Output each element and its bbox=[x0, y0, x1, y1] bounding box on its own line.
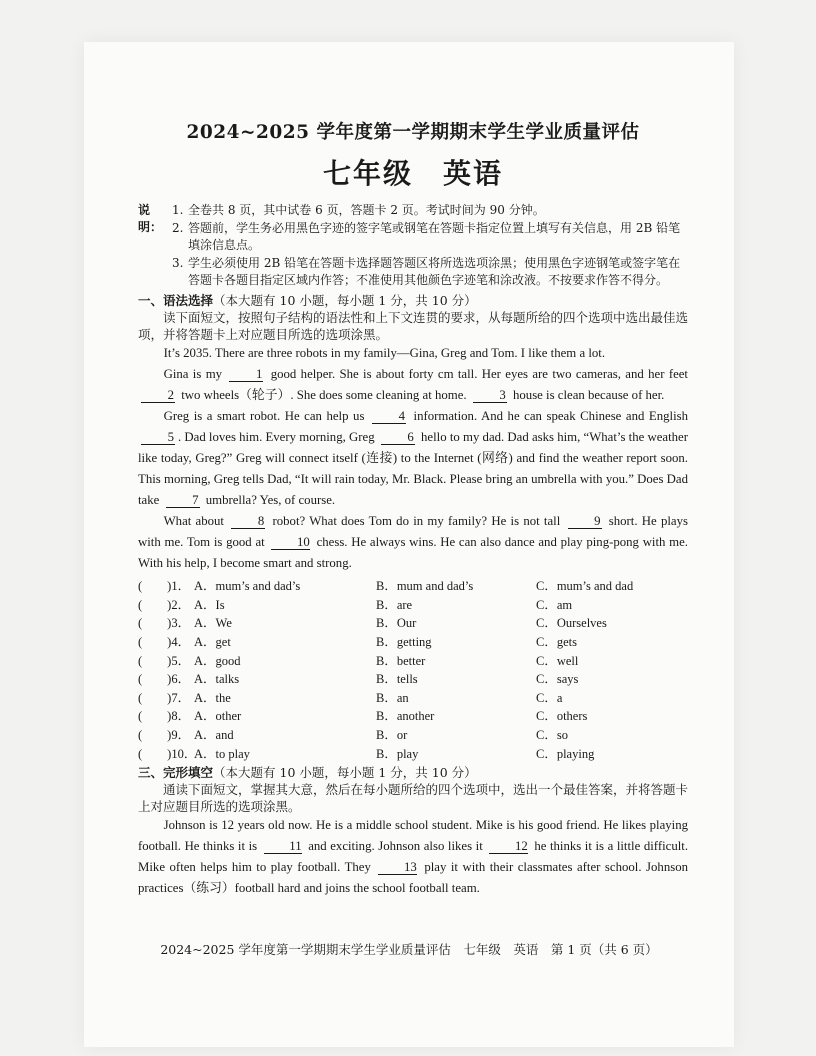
question-row bbox=[138, 595, 688, 614]
option-a: A．and bbox=[194, 728, 234, 743]
question-row bbox=[138, 725, 688, 744]
option-c: C．others bbox=[536, 709, 588, 724]
exam-title: 2024~2025 学年度第一学期期末学生学业质量评估 bbox=[186, 122, 640, 143]
option-c: C．a bbox=[536, 690, 563, 705]
answer-parenthesis: ( ) bbox=[138, 616, 172, 631]
question-number bbox=[138, 651, 194, 669]
answer-blank: 1 bbox=[229, 368, 263, 382]
section-instruction: 读下面短文，按照句子结构的语法性和上下文连贯的要求，从每题所给的四个选项中选出最佳选项，并将答题卡上对应题目所选的选项涂黑。 bbox=[138, 310, 689, 342]
answer-blank: 12 bbox=[489, 840, 527, 854]
question-row bbox=[138, 576, 688, 595]
answer-blank: 7 bbox=[166, 494, 200, 508]
option-c: C．so bbox=[536, 728, 568, 743]
option-a: A．good bbox=[194, 653, 241, 668]
option-a: A．Is bbox=[194, 597, 225, 612]
question-list bbox=[138, 576, 688, 762]
option-a: A．mum’s and dad’s bbox=[194, 579, 301, 594]
option-c: C．mum’s and dad bbox=[536, 579, 634, 594]
option-a: A．the bbox=[194, 690, 231, 705]
section-heading: 三、完形填空（本大题有 10 小题，每小题 1 分，共 10 分） bbox=[138, 764, 477, 780]
option-b: B．tells bbox=[376, 672, 418, 687]
exam-notes bbox=[138, 202, 688, 290]
option-a: A．get bbox=[194, 635, 231, 650]
answer-blank: 8 bbox=[231, 515, 265, 529]
answer-parenthesis: ( ) bbox=[138, 728, 172, 743]
question-num: 9． bbox=[171, 728, 191, 743]
option-a: A．We bbox=[194, 616, 232, 631]
question-row bbox=[138, 650, 688, 669]
question-number bbox=[138, 669, 194, 687]
question-num: 3． bbox=[171, 616, 191, 631]
exam-content bbox=[138, 112, 688, 899]
answer-blank: 13 bbox=[378, 861, 416, 875]
question-num: 8． bbox=[171, 709, 191, 724]
answer-parenthesis: ( ) bbox=[138, 579, 172, 594]
page-footer: 2024~2025 学年度第一学期期末学生学业质量评估 七年级 英语 第 1 页（共 6 页） bbox=[160, 942, 658, 957]
answer-blank: 2 bbox=[141, 389, 175, 403]
answer-parenthesis: ( ) bbox=[138, 709, 172, 724]
option-c: C．gets bbox=[536, 635, 577, 650]
question-number bbox=[138, 706, 194, 724]
answer-blank: 5 bbox=[141, 431, 175, 445]
question-number bbox=[138, 576, 194, 594]
option-b: B．or bbox=[376, 728, 408, 743]
answer-parenthesis: ( ) bbox=[138, 597, 172, 612]
answer-parenthesis: ( ) bbox=[138, 690, 172, 705]
section-heading: 一、语法选择（本大题有 10 小题，每小题 1 分，共 10 分） bbox=[138, 293, 477, 308]
answer-blank: 6 bbox=[381, 431, 415, 445]
option-a: A．other bbox=[194, 709, 242, 724]
answer-blank: 11 bbox=[264, 840, 302, 854]
answer-parenthesis: ( ) bbox=[138, 653, 172, 668]
question-row bbox=[138, 669, 688, 688]
section-instruction: 通读下面短文，掌握其大意，然后在每小题所给的四个选项中，选出一个最佳答案，并将答题卡上对应题目所选的选项涂黑。 bbox=[138, 781, 689, 814]
question-num: 10． bbox=[171, 746, 197, 761]
answer-blank: 9 bbox=[568, 515, 602, 529]
question-num: 1． bbox=[171, 579, 191, 594]
answer-blank: 4 bbox=[372, 410, 406, 424]
answer-parenthesis: ( ) bbox=[138, 746, 172, 761]
passage-paragraph: Johnson is 12 years old now. He is a middle school student. Mike is his good friend. He likes playing football. He thinks it is 11 and exciting. Johnson also likes it 12 he thinks it is a little difficult. Mike often helps him to play football. They 13 play it with their classmates after school. Johnson practices（练习）football hard and joins the school football team. bbox=[138, 817, 689, 895]
option-b: B．play bbox=[376, 746, 419, 761]
question-num: 4． bbox=[171, 635, 191, 650]
question-row bbox=[138, 706, 688, 725]
option-b: B．are bbox=[376, 597, 413, 612]
answer-blank: 10 bbox=[271, 536, 309, 550]
question-num: 6． bbox=[171, 672, 191, 687]
question-number bbox=[138, 632, 194, 650]
note-item: 3. 学生必须使用 2B 铅笔在答题卡选择题答题区将所选选项涂黑；使用黑色字迹钢笔或签字笔在答题卡各题目指定区域内作答；不准使用其他颜色字迹笔和涂改液。不按要求作答不得分。 bbox=[172, 256, 681, 287]
option-c: C．am bbox=[536, 597, 573, 612]
option-b: B．mum and dad’s bbox=[376, 579, 474, 594]
question-number bbox=[138, 595, 194, 613]
option-b: B．getting bbox=[376, 635, 432, 650]
question-num: 5． bbox=[171, 653, 191, 668]
option-a: A．talks bbox=[194, 672, 240, 687]
option-c: C．well bbox=[536, 653, 579, 668]
option-b: B．Our bbox=[376, 616, 417, 631]
question-row bbox=[138, 688, 688, 707]
option-a: A．to play bbox=[194, 746, 250, 761]
answer-parenthesis: ( ) bbox=[138, 672, 172, 687]
question-number bbox=[138, 744, 197, 762]
question-number bbox=[138, 613, 194, 631]
passage-paragraph: It’s 2035. There are three robots in my family—Gina, Greg and Tom. I like them a lot. bbox=[163, 346, 606, 360]
exam-subtitle: 七年级 英语 bbox=[322, 159, 503, 190]
note-item: 2. 答题前，学生务必用黑色字迹的签字笔或钢笔在答题卡指定位置上填写有关信息，用 2B 铅笔填涂信息点。 bbox=[172, 221, 681, 252]
reading-passage bbox=[138, 343, 688, 574]
question-row bbox=[138, 743, 688, 762]
option-c: C．Ourselves bbox=[536, 616, 607, 631]
question-num: 7． bbox=[171, 690, 191, 705]
question-number bbox=[138, 688, 194, 706]
passage-paragraph: Gina is my 1 good helper. She is about forty cm tall. Her eyes are two cameras, and her feet 2 two wheels（轮子）. She does some cleaning at home. 3 house is clean because of her. bbox=[138, 364, 688, 406]
option-b: B．an bbox=[376, 690, 409, 705]
question-row bbox=[138, 632, 688, 651]
note-item: 1. 全卷共 8 页，其中试卷 6 页，答题卡 2 页。考试时间为 90 分钟。 bbox=[172, 203, 545, 217]
option-b: B．another bbox=[376, 709, 435, 724]
question-row bbox=[138, 613, 688, 632]
option-c: C．says bbox=[536, 672, 579, 687]
answer-parenthesis: ( ) bbox=[138, 635, 172, 650]
notes-label: 说明： bbox=[138, 203, 163, 234]
option-b: B．better bbox=[376, 653, 426, 668]
answer-blank: 3 bbox=[473, 389, 507, 403]
passage-paragraph: Greg is a smart robot. He can help us 4 information. And he can speak Chinese and English 5 . Dad loves him. Every morning, Greg 6 hello to my dad. Dad asks him, “What’s the weather like today, Greg?” Greg will connect itself (连接) to the Internet (网络) and find the weather report soon. This morning, Greg tells Dad, “It will rain today, Mr. Black. Please bring an umbrella with you.” Does Dad take 7 umbrella? Yes, of course. bbox=[138, 409, 689, 507]
question-number bbox=[138, 725, 194, 743]
passage-paragraph: What about 8 robot? What does Tom do in my family? He is not tall 9 short. He plays with me. Tom is good at 10 chess. He always wins. He can also dance and play ping-pong with me. With his help, I become smart and strong. bbox=[138, 514, 689, 570]
question-num: 2． bbox=[171, 597, 191, 612]
option-c: C．playing bbox=[536, 746, 595, 761]
